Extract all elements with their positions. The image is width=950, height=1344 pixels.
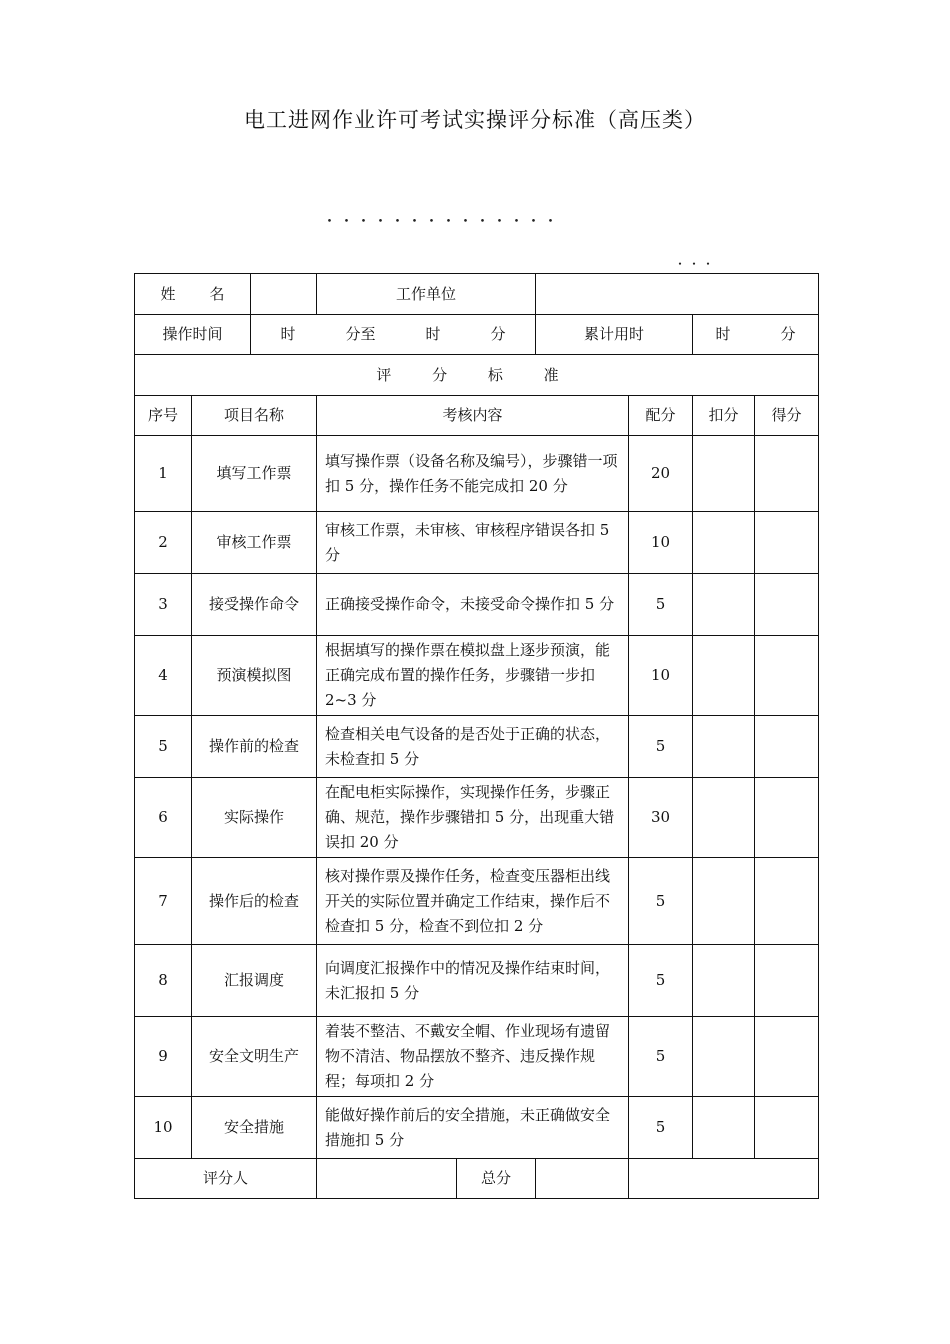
- name-label: 姓 名: [135, 274, 251, 315]
- row-item-name: 操作后的检查: [192, 858, 317, 945]
- table-row: [135, 945, 819, 1017]
- footer-row: [135, 1159, 819, 1199]
- section-row: [135, 355, 819, 396]
- row-score-cell[interactable]: [755, 1097, 819, 1159]
- row-score-cell[interactable]: [755, 778, 819, 858]
- row-score-cell[interactable]: [755, 512, 819, 574]
- row-points: 5: [629, 1017, 693, 1097]
- table-row: [135, 436, 819, 512]
- row-deduct-cell[interactable]: [693, 636, 755, 716]
- table-row: [135, 574, 819, 636]
- row-item-name: 接受操作命令: [192, 574, 317, 636]
- row-score-cell[interactable]: [755, 858, 819, 945]
- row-content: 核对操作票及操作任务，检查变压器柜出线开关的实际位置并确定工作结束，操作后不检查扣 5 分，检查不到位扣 2 分: [317, 858, 629, 945]
- col-content: 考核内容: [317, 396, 629, 436]
- row-seq: 4: [135, 636, 192, 716]
- scoring-table: [134, 273, 819, 1199]
- op-time-field[interactable]: 时 分至 时 分: [251, 315, 536, 355]
- row-seq: 3: [135, 574, 192, 636]
- row-score-cell[interactable]: [755, 636, 819, 716]
- row-deduct-cell[interactable]: [693, 858, 755, 945]
- row-points: 20: [629, 436, 693, 512]
- work-unit-field[interactable]: [536, 274, 819, 315]
- row-deduct-cell[interactable]: [693, 945, 755, 1017]
- col-seq: 序号: [135, 396, 192, 436]
- row-points: 5: [629, 716, 693, 778]
- row-points: 30: [629, 778, 693, 858]
- row-seq: 8: [135, 945, 192, 1017]
- column-header-row: [135, 396, 819, 436]
- row-item-name: 填写工作票: [192, 436, 317, 512]
- table-row: [135, 1097, 819, 1159]
- row-content: 正确接受操作命令，未接受命令操作扣 5 分: [317, 574, 629, 636]
- grader-field[interactable]: [317, 1159, 457, 1199]
- col-points: 配分: [629, 396, 693, 436]
- work-unit-label: 工作单位: [317, 274, 536, 315]
- row-item-name: 审核工作票: [192, 512, 317, 574]
- cumulative-label: 累计用时: [536, 315, 693, 355]
- row-deduct-cell[interactable]: [693, 778, 755, 858]
- row-seq: 1: [135, 436, 192, 512]
- col-score: 得分: [755, 396, 819, 436]
- row-score-cell[interactable]: [755, 945, 819, 1017]
- row-item-name: 汇报调度: [192, 945, 317, 1017]
- table-row: [135, 636, 819, 716]
- total-label: 总分: [457, 1159, 536, 1199]
- row-points: 10: [629, 512, 693, 574]
- row-seq: 7: [135, 858, 192, 945]
- row-score-cell[interactable]: [755, 574, 819, 636]
- row-points: 5: [629, 945, 693, 1017]
- row-deduct-cell[interactable]: [693, 512, 755, 574]
- footer-blank: [629, 1159, 819, 1199]
- row-content: 填写操作票（设备名称及编号），步骤错一项扣 5 分，操作任务不能完成扣 20 分: [317, 436, 629, 512]
- row-score-cell[interactable]: [755, 1017, 819, 1097]
- row-points: 5: [629, 1097, 693, 1159]
- row-content: 检查相关电气设备的是否处于正确的状态，未检查扣 5 分: [317, 716, 629, 778]
- row-deduct-cell[interactable]: [693, 574, 755, 636]
- row-seq: 6: [135, 778, 192, 858]
- row-item-name: 预演模拟图: [192, 636, 317, 716]
- row-item-name: 安全措施: [192, 1097, 317, 1159]
- row-item-name: 安全文明生产: [192, 1017, 317, 1097]
- section-title: 评 分 标 准: [135, 355, 819, 396]
- col-item: 项目名称: [192, 396, 317, 436]
- row-content: 审核工作票，未审核、审核程序错误各扣 5 分: [317, 512, 629, 574]
- op-time-label: 操作时间: [135, 315, 251, 355]
- table-row: [135, 858, 819, 945]
- name-row: [135, 274, 819, 315]
- row-content: 根据填写的操作票在模拟盘上逐步预演，能正确完成布置的操作任务，步骤错一步扣 2~3 分: [317, 636, 629, 716]
- row-seq: 10: [135, 1097, 192, 1159]
- row-points: 5: [629, 858, 693, 945]
- row-deduct-cell[interactable]: [693, 1097, 755, 1159]
- row-seq: 9: [135, 1017, 192, 1097]
- row-points: 5: [629, 574, 693, 636]
- row-deduct-cell[interactable]: [693, 1017, 755, 1097]
- row-seq: 5: [135, 716, 192, 778]
- col-deduct: 扣分: [693, 396, 755, 436]
- name-field[interactable]: [251, 274, 317, 315]
- row-content: 向调度汇报操作中的情况及操作结束时间，未汇报扣 5 分: [317, 945, 629, 1017]
- table-row: [135, 778, 819, 858]
- row-seq: 2: [135, 512, 192, 574]
- page-marker: ・・・: [674, 257, 717, 271]
- grader-label: 评分人: [135, 1159, 317, 1199]
- row-content: 着装不整洁、不戴安全帽、作业现场有遗留物不清洁、物品摆放不整齐、违反操作规程；每项扣 2 分: [317, 1017, 629, 1097]
- document-subtitle: ・・・・・・・・・・・・・・: [322, 212, 561, 230]
- row-item-name: 实际操作: [192, 778, 317, 858]
- row-deduct-cell[interactable]: [693, 716, 755, 778]
- cumulative-field[interactable]: 时 分: [693, 315, 819, 355]
- row-content: 在配电柜实际操作，实现操作任务，步骤正确、规范，操作步骤错扣 5 分，出现重大错误扣 20 分: [317, 778, 629, 858]
- total-field[interactable]: [536, 1159, 629, 1199]
- row-item-name: 操作前的检查: [192, 716, 317, 778]
- row-points: 10: [629, 636, 693, 716]
- document-title: 电工进网作业许可考试实操评分标准（高压类）: [244, 108, 706, 132]
- row-score-cell[interactable]: [755, 436, 819, 512]
- row-content: 能做好操作前后的安全措施，未正确做安全措施扣 5 分: [317, 1097, 629, 1159]
- row-deduct-cell[interactable]: [693, 436, 755, 512]
- table-row: [135, 1017, 819, 1097]
- time-row: [135, 315, 819, 355]
- table-row: [135, 512, 819, 574]
- row-score-cell[interactable]: [755, 716, 819, 778]
- table-row: [135, 716, 819, 778]
